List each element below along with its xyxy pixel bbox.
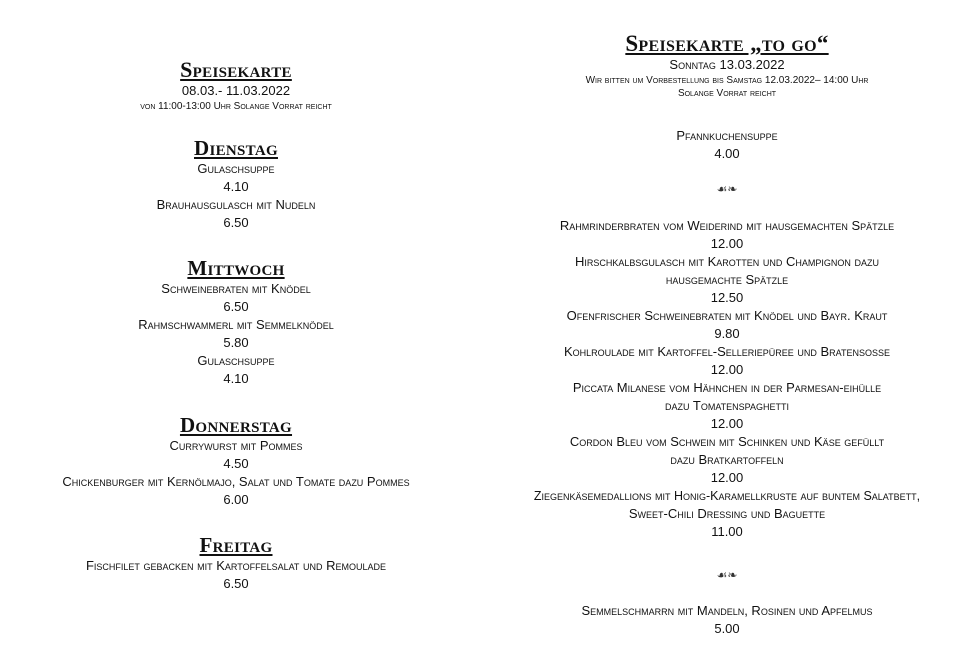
supply-note: Solange Vorrat reicht	[677, 88, 777, 99]
soup-section	[488, 127, 962, 163]
day-section-mittwoch	[10, 256, 462, 388]
day-title: Mittwoch	[187, 256, 285, 280]
dish-price: 4.10	[223, 179, 249, 194]
dish-name-cont: Sweet-Chili Dressing und Baguette	[628, 506, 826, 521]
dish-price: 4.50	[223, 456, 249, 471]
dish-price: 11.00	[711, 524, 743, 539]
dish-name: Cordon Bleu vom Schwein mit Schinken und Käse gefüllt	[569, 434, 885, 449]
dish-price: 12.00	[710, 236, 744, 251]
day-title: Freitag	[199, 533, 273, 557]
dish-price: 5.80	[223, 335, 249, 350]
day-section-dienstag	[10, 136, 462, 232]
dish-price: 12.00	[710, 470, 744, 485]
day-title: Dienstag	[194, 136, 278, 160]
dish-price: 4.00	[714, 146, 740, 161]
dish-price: 12.50	[710, 290, 744, 305]
dish-name: Gulaschsuppe	[197, 353, 275, 368]
dish-price: 5.00	[714, 621, 740, 636]
dish-name: Kohlroulade mit Kartoffel-Selleriepüree und Bratensoße	[563, 344, 891, 359]
dish-name: Fischfilet gebacken mit Kartoffelsalat und Remoulade	[85, 558, 387, 573]
dish-price: 6.50	[223, 576, 249, 591]
dish-name: Currywurst mit Pommes	[169, 438, 303, 453]
weekday-hours: von 11:00-13:00 Uhr Solange Vorrat reicht	[140, 101, 332, 112]
dessert-section	[488, 602, 962, 638]
day-section-freitag	[10, 533, 462, 593]
dish-price: 12.00	[710, 416, 744, 431]
preorder-note: Wir bitten um Vorbestellung bis Samstag 12.03.2022– 14:00 Uhr	[585, 75, 869, 86]
day-section-donnerstag	[10, 413, 462, 509]
weekday-menu-title: Speisekarte	[180, 57, 292, 82]
dish-name: Gulaschsuppe	[197, 161, 275, 176]
dish-price: 9.80	[714, 326, 740, 341]
dish-price: 6.50	[223, 299, 249, 314]
ornament-divider: ☙❧	[716, 182, 738, 196]
dish-name: Hirschkalbsgulasch mit Karotten und Champignon dazu	[574, 254, 880, 269]
dish-name: Rahmschwammerl mit Semmelknödel	[138, 317, 334, 332]
dish-price: 6.00	[223, 492, 249, 507]
dish-name: Ziegenkäsemedallions mit Honig-Karamellkruste auf buntem Salatbett,	[533, 489, 921, 503]
dish-name-cont: dazu Bratkartoffeln	[670, 452, 784, 467]
to-go-menu-title: Speisekarte „to go“	[625, 31, 829, 56]
dish-price: 6.50	[223, 215, 249, 230]
dish-name-cont: dazu Tomatenspaghetti	[665, 398, 789, 413]
day-title: Donnerstag	[179, 413, 293, 437]
dish-name: Chickenburger mit Kernölmajo, Salat und Tomate dazu Pommes	[62, 474, 410, 489]
dish-name: Rahmrinderbraten vom Weiderind mit hausgemachten Spätzle	[559, 218, 895, 233]
dish-name: Brauhausgulasch mit Nudeln	[156, 197, 316, 212]
dish-name: Semmelschmarrn mit Mandeln, Rosinen und Apfelmus	[581, 603, 873, 618]
dish-price: 12.00	[710, 362, 744, 377]
dish-name: Schweinebraten mit Knödel	[161, 281, 311, 296]
ornament-divider: ☙❧	[716, 568, 738, 582]
dish-name-cont: hausgemachte Spätzle	[665, 272, 789, 287]
to-go-date: Sonntag 13.03.2022	[669, 57, 785, 72]
mains-section	[488, 217, 962, 541]
dish-price: 4.10	[223, 371, 249, 386]
weekday-date-range: 08.03.- 11.03.2022	[181, 83, 291, 98]
dish-name: Pfannkuchensuppe	[676, 128, 778, 143]
dish-name: Piccata Milanese vom Hähnchen in der Parmesan-eihülle	[572, 380, 882, 395]
dish-name: Ofenfrischer Schweinebraten mit Knödel und Bayr. Kraut	[566, 308, 888, 323]
